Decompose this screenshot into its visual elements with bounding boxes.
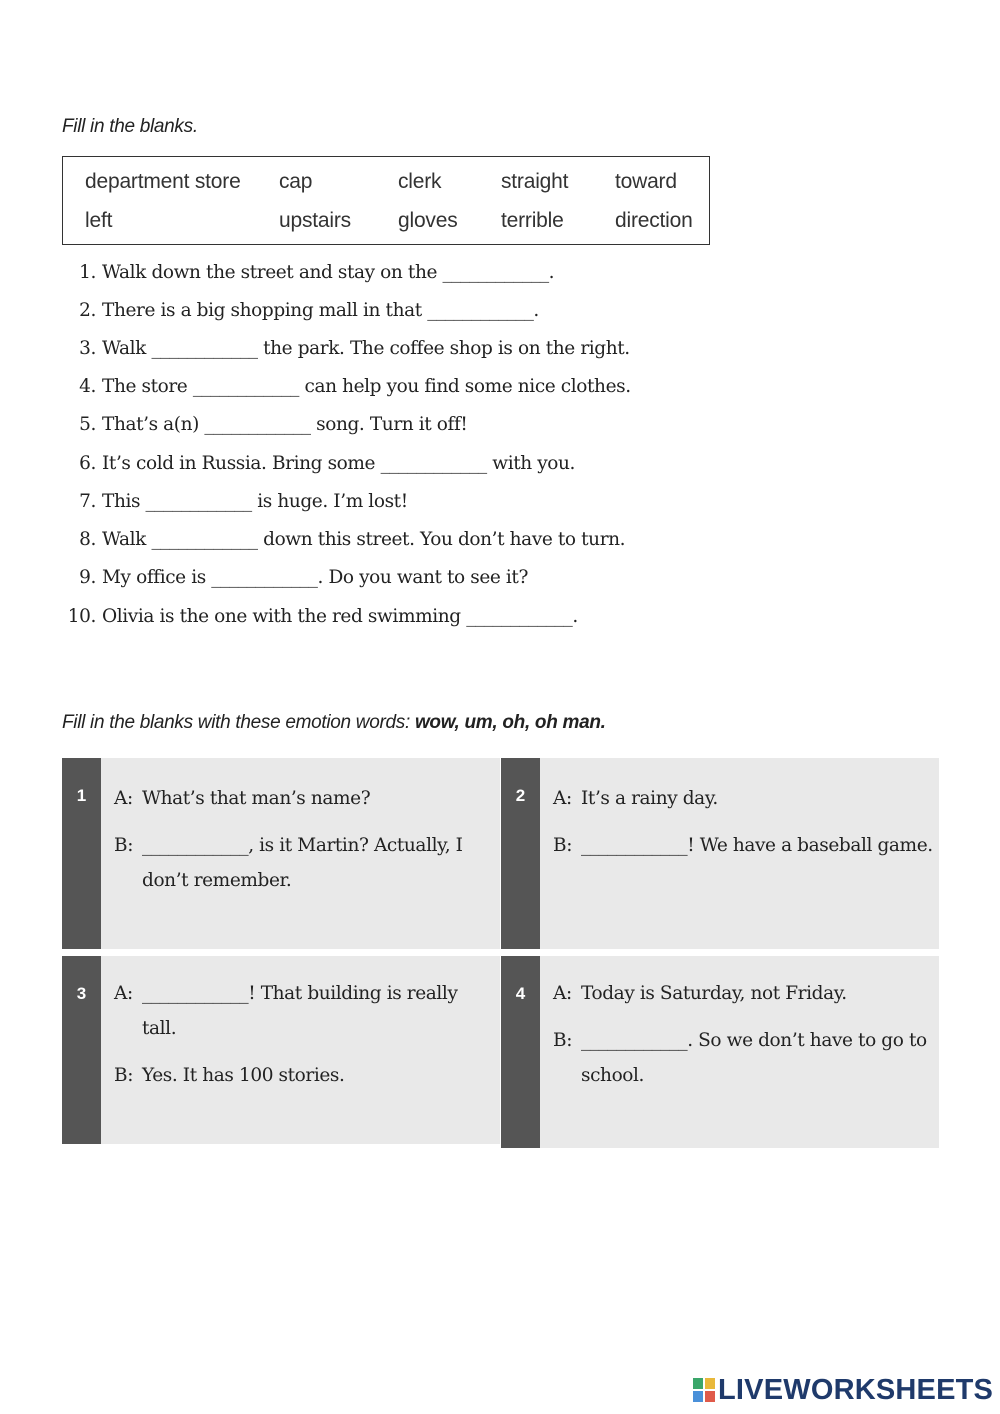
speaker-label: B: [553,1030,573,1051]
speaker-label: A: [553,788,572,809]
sentence-number: 8. [79,529,96,550]
sentence-number: 2. [79,300,96,321]
sentence-item [62,491,408,512]
dialogue-number: 1 [76,786,87,805]
sentence-number: 4. [79,376,96,397]
word-bank [62,156,710,245]
dialogue-text: ____________! We have a baseball game. [581,835,933,856]
sentence-item [62,262,554,283]
word-bank-item: gloves [398,209,458,232]
sentence-text: Walk ____________ the park. The coffee shop is on the right. [102,338,630,359]
dialogue-text: What’s that man’s name? [142,788,371,809]
sentence-text: Olivia is the one with the red swimming ____________. [102,606,578,627]
dialogue-text: ____________. So we don’t have to go to school. [581,1030,927,1086]
sentence-text: There is a big shopping mall in that ____________. [102,300,539,321]
sentence-text: That’s a(n) ____________ song. Turn it off! [102,414,468,435]
dialogue-text: ____________, is it Martin? Actually, I don’t remember. [142,835,463,891]
sentence-item [62,567,528,588]
dialogue-number: 2 [515,786,526,805]
word-bank-item: direction [615,209,693,232]
sentence-text: The store ____________ can help you find some nice clothes. [102,376,631,397]
speaker-label: A: [114,788,133,809]
dialogue-card-2 [501,758,939,949]
speaker-label: A: [114,983,133,1004]
logo-text: LIVEWORKSHEETS [718,1373,994,1406]
dialogue-text: Today is Saturday, not Friday. [581,983,847,1004]
dialogue-number: 3 [76,984,87,1003]
sentence-item [62,300,539,321]
logo-icon [693,1378,715,1402]
sentence-number: 5. [79,414,96,435]
dialogue-card-1 [62,758,500,949]
section1-instruction: Fill in the blanks. [62,116,198,137]
word-bank-item: department store [85,170,241,193]
emotion-words: wow, um, oh, oh man. [414,712,606,733]
sentence-number: 1. [79,262,96,283]
word-bank-item: cap [279,170,313,193]
sentence-number: 10. [67,606,96,627]
word-bank-item: toward [615,170,677,193]
sentence-number: 3. [79,338,96,359]
sentence-number: 6. [79,453,96,474]
sentence-item [62,414,467,435]
dialogue-number: 4 [515,984,526,1003]
sentence-text: This ____________ is huge. I’m lost! [102,491,408,512]
dialogue-card-4 [501,956,939,1148]
sentence-text: It’s cold in Russia. Bring some ____________ with you. [102,453,576,474]
dialogue-text: ____________! That building is really tall. [142,983,458,1039]
sentence-number: 9. [79,567,96,588]
dialogue-card-3 [62,956,500,1144]
sentence-text: Walk down the street and stay on the ____________. [102,262,555,283]
speaker-label: B: [553,835,573,856]
sentence-item [62,376,631,397]
word-bank-item: clerk [398,170,442,193]
dialogue-text: It’s a rainy day. [581,788,718,809]
dialogue-text: Yes. It has 100 stories. [142,1065,345,1086]
word-bank-item: left [85,209,113,232]
word-bank-item: upstairs [279,209,351,232]
sentence-item [62,338,630,359]
section2-instruction-prefix: Fill in the blanks with these emotion words: [62,712,415,733]
word-bank-item: straight [501,170,569,193]
speaker-label: B: [114,835,134,856]
sentence-text: Walk ____________ down this street. You don’t have to turn. [102,529,626,550]
section2-instruction [62,712,606,734]
speaker-label: A: [553,983,572,1004]
sentence-number: 7. [79,491,96,512]
sentence-item [62,453,575,474]
sentence-text: My office is ____________. Do you want to see it? [102,567,528,588]
word-bank-item: terrible [501,209,564,232]
liveworksheets-logo [693,1374,993,1406]
speaker-label: B: [114,1065,134,1086]
sentence-item [62,529,625,550]
sentence-item [62,606,578,627]
